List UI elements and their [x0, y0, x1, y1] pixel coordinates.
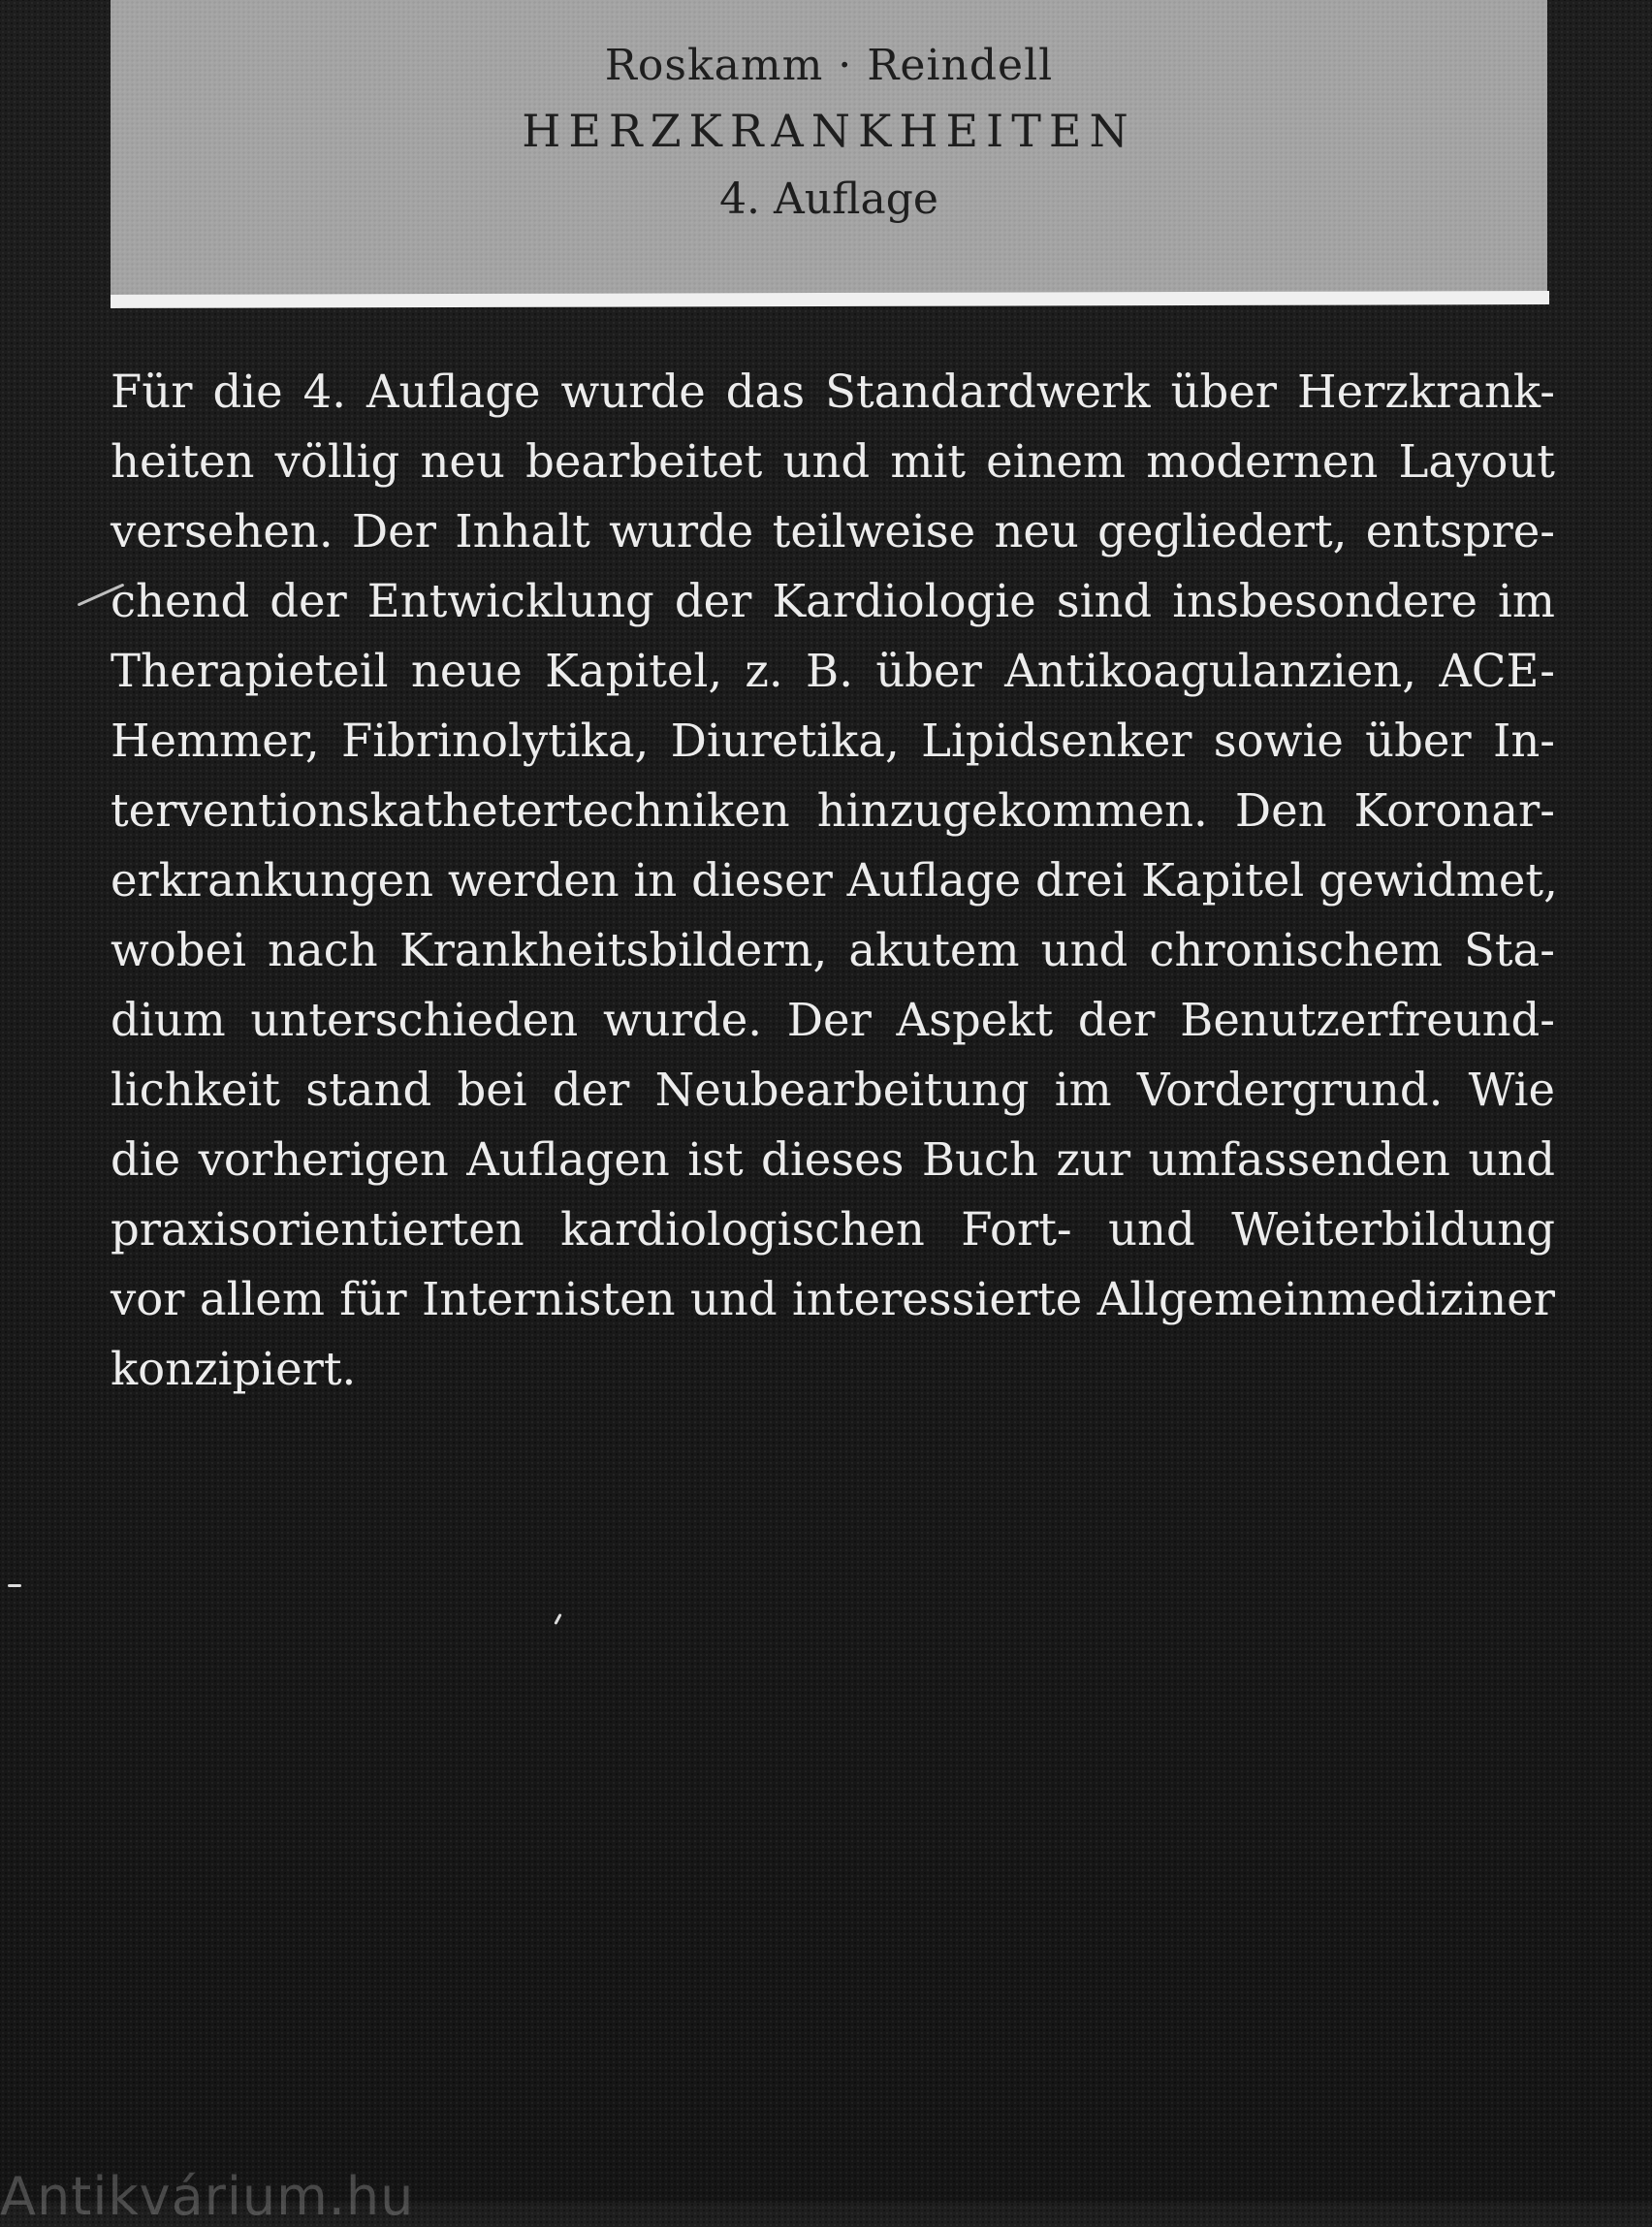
authors: Roskamm · Reindell	[604, 41, 1054, 90]
blurb-line: terventionskathetertechniken hinzugekommen. Den Koronar-	[111, 784, 1555, 837]
dust-speck	[8, 1584, 21, 1587]
blurb-line: dium unterschieden wurde. Der Aspekt der Benutzerfreund-	[111, 994, 1555, 1046]
watermark: Antikvárium.hu	[0, 2166, 415, 2227]
panel-edge	[111, 291, 1549, 308]
blurb-line: erkrankungen werden in dieser Auflage drei Kapitel gewidmet,	[111, 854, 1558, 907]
edition: 4. Auflage	[719, 175, 938, 224]
blurb-line: wobei nach Krankheitsbildern, akutem und chronischem Sta-	[111, 924, 1555, 976]
blurb-line: konzipiert.	[111, 1343, 357, 1395]
blurb-line: Hemmer, Fibrinolytika, Diuretika, Lipidsenker sowie über In-	[111, 715, 1555, 767]
blurb-text	[111, 357, 1558, 1404]
blurb-line: heiten völlig neu bearbeitet und mit einem modernen Layout	[111, 435, 1555, 488]
book-title: HERZKRANKHEITEN	[522, 105, 1136, 157]
blurb-line: vor allem für Internisten und interessierte Allgemeinmediziner	[111, 1273, 1555, 1325]
blurb-line: versehen. Der Inhalt wurde teilweise neu gegliedert, entspre-	[111, 505, 1555, 557]
blurb-line: praxisorientierten kardiologischen Fort- und Weiterbildung	[111, 1203, 1555, 1256]
title-label-panel	[111, 0, 1547, 295]
blurb-line: Therapieteil neue Kapitel, z. B. über Antikoagulanzien, ACE-	[111, 645, 1555, 697]
blurb-line: die vorherigen Auflagen ist dieses Buch zur umfassenden und	[111, 1133, 1555, 1186]
blurb-line: lichkeit stand bei der Neubearbeitung im Vordergrund. Wie	[111, 1064, 1555, 1116]
blurb-line: chend der Entwicklung der Kardiologie sind insbesondere im	[111, 575, 1555, 627]
blurb-line: Für die 4. Auflage wurde das Standardwerk über Herzkrank-	[111, 366, 1555, 418]
dust-speck	[554, 1613, 561, 1625]
